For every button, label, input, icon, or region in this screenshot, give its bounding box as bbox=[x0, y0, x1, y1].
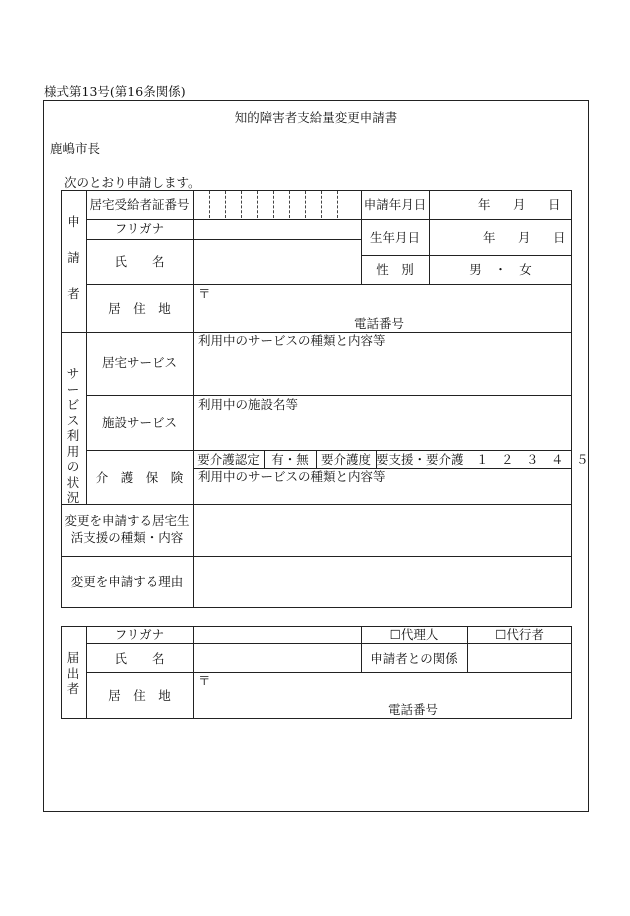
gender-options[interactable]: 男 ・ 女 bbox=[469, 262, 532, 277]
form-title: 知的障害者支給量変更申請書 bbox=[234, 110, 398, 125]
change-reason-field[interactable] bbox=[194, 557, 571, 607]
change-support-field[interactable] bbox=[194, 505, 571, 555]
address-label: 居 住 地 bbox=[108, 301, 171, 316]
facility-service-field[interactable]: 利用中の施設名等 bbox=[198, 397, 299, 412]
intro-text: 次のとおり申請します。 bbox=[64, 175, 201, 190]
furigana-field[interactable] bbox=[194, 220, 360, 238]
notifier-address-label: 居 住 地 bbox=[108, 688, 171, 703]
care-level-label: 要介護度 bbox=[320, 452, 371, 467]
notifier-name-field[interactable] bbox=[194, 644, 360, 671]
apply-date-field[interactable]: 年 月 日 bbox=[478, 197, 561, 212]
notifier-furigana-label: フリガナ bbox=[114, 627, 165, 642]
agent-checkbox[interactable]: ☐代理人 bbox=[389, 627, 439, 642]
cert-number-field[interactable] bbox=[194, 191, 360, 218]
change-support-label: 変更を申請する居宅生 活支援の種類・内容 bbox=[64, 513, 190, 545]
notifier-postal-mark: 〒 bbox=[198, 673, 211, 688]
furigana-label: フリガナ bbox=[114, 221, 165, 236]
service-side-label: サ ー ビ ス 利 用 の 状 況 bbox=[66, 366, 80, 505]
care-level-options[interactable]: 要支援・要介護 １ ２ ３ ４ ５ bbox=[376, 452, 589, 467]
notifier-name-label: 氏 名 bbox=[114, 651, 165, 666]
apply-date-label: 申請年月日 bbox=[363, 197, 427, 212]
addressee: 鹿嶋市長 bbox=[50, 141, 101, 156]
care-service-field[interactable]: 利用中のサービスの種類と内容等 bbox=[198, 469, 386, 484]
gender-label: 性 別 bbox=[376, 262, 414, 277]
form-number-label: 様式第13号(第16条関係) bbox=[44, 84, 186, 99]
care-insurance-label: 介 護 保 険 bbox=[95, 470, 184, 485]
change-reason-label: 変更を申請する理由 bbox=[70, 574, 184, 589]
relation-field[interactable] bbox=[468, 644, 571, 671]
phone-label: 電話番号 bbox=[354, 316, 405, 331]
cert-number-label: 居宅受給者証番号 bbox=[89, 197, 190, 212]
home-service-label: 居宅サービス bbox=[101, 355, 177, 370]
notifier-address-field[interactable] bbox=[194, 673, 571, 718]
applicant-side-label: 申 請 者 bbox=[67, 214, 80, 301]
relation-label: 申請者との関係 bbox=[370, 651, 458, 666]
name-field[interactable] bbox=[194, 240, 360, 283]
birth-date-field[interactable]: 年 月 日 bbox=[483, 230, 566, 245]
address-field[interactable] bbox=[194, 285, 571, 331]
care-cert-label: 要介護認定 bbox=[197, 452, 260, 467]
proxy-checkbox[interactable]: ☐代行者 bbox=[495, 627, 544, 642]
notifier-phone-label: 電話番号 bbox=[388, 702, 439, 717]
care-cert-options[interactable]: 有・無 bbox=[271, 452, 309, 467]
facility-service-label: 施設サービス bbox=[101, 415, 177, 430]
name-label: 氏 名 bbox=[114, 254, 165, 269]
postal-mark: 〒 bbox=[198, 286, 211, 301]
birth-date-label: 生年月日 bbox=[369, 230, 420, 245]
notifier-side-label: 届 出 者 bbox=[66, 650, 80, 696]
home-service-field[interactable]: 利用中のサービスの種類と内容等 bbox=[198, 333, 386, 348]
notifier-furigana-field[interactable] bbox=[194, 627, 360, 642]
